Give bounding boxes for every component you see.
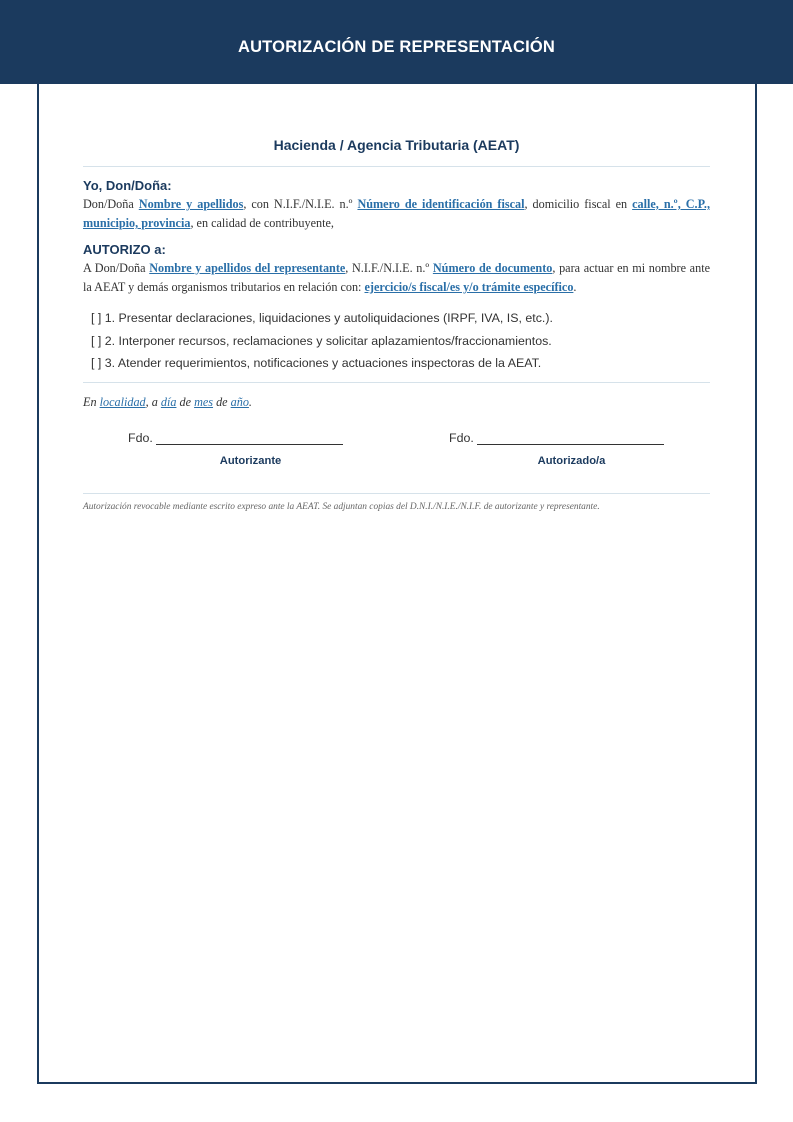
representative-text-2: , N.I.F./N.I.E. n.º [345, 261, 433, 275]
place-field[interactable]: localidad [99, 394, 146, 409]
year-field[interactable]: año [230, 394, 249, 409]
place-date-sep-2: de [176, 394, 195, 409]
place-date-prefix: En [83, 394, 100, 409]
principal-text-3: , domicilio fiscal en [524, 197, 633, 211]
signature-label: Fdo. [128, 430, 153, 445]
authorization-options [83, 307, 710, 375]
representative-text-3: , para actuar en mi nombre ante la AEAT y demás organismos tributarios en relación con: [83, 261, 710, 294]
signature-role-authorizer: Autorizante [219, 454, 282, 467]
place-date-sep-3: de [213, 394, 231, 409]
document-body [83, 128, 710, 514]
place-date-end: . [248, 394, 252, 409]
header-band [0, 0, 793, 84]
signature-block-authorizer [128, 431, 343, 467]
signature-line-authorizer [128, 431, 343, 449]
representative-heading: AUTORIZO a: [83, 242, 166, 257]
representative-doc-field[interactable]: Número de documento [432, 261, 553, 275]
place-date-sep-1: , a [145, 394, 161, 409]
option-item[interactable]: [ ] 1. Presentar declaraciones, liquidaciones y autoliquidaciones (IRPF, IVA, IS, etc.). [91, 311, 553, 325]
divider [83, 493, 710, 494]
principal-paragraph [83, 195, 710, 233]
day-field[interactable]: día [160, 394, 177, 409]
representative-text-1: A Don/Doña [83, 261, 150, 275]
signature-field-representative[interactable] [477, 444, 664, 445]
organization-title: Hacienda / Agencia Tributaria (AEAT) [273, 137, 520, 153]
option-item[interactable]: [ ] 3. Atender requerimientos, notificaciones y actuaciones inspectoras de la AEAT. [91, 356, 542, 370]
divider [83, 382, 710, 383]
signature-block-representative [449, 431, 664, 467]
document-title: AUTORIZACIÓN DE REPRESENTACIÓN [237, 38, 556, 56]
signature-area [83, 431, 710, 493]
signature-line-representative [449, 431, 664, 449]
place-date-line [83, 393, 710, 411]
principal-text-2: , con N.I.F./N.I.E. n.º [243, 197, 358, 211]
representative-paragraph [83, 259, 710, 297]
signature-label: Fdo. [449, 430, 474, 445]
principal-heading: Yo, Don/Doña: [83, 178, 172, 193]
principal-text-4: , en calidad de contribuyente, [190, 216, 334, 230]
divider [83, 166, 710, 167]
principal-nif-field[interactable]: Número de identificación fiscal [357, 197, 525, 211]
principal-name-field[interactable]: Nombre y apellidos [138, 197, 244, 211]
representative-text-4: . [573, 280, 577, 294]
representative-scope-field[interactable]: ejercicio/s fiscal/es y/o trámite específico [364, 280, 574, 294]
principal-text-1: Don/Doña [83, 197, 139, 211]
representative-name-field[interactable]: Nombre y apellidos del representante [149, 261, 346, 275]
principal-address-field[interactable]: calle, n.º, C.P., municipio, provincia [83, 197, 710, 230]
footnote: Autorización revocable mediante escrito expreso ante la AEAT. Se adjuntan copias del D.N.I./N.I.E./N.I.F. de autorizante y representante. [83, 501, 600, 512]
signature-field-authorizer[interactable] [156, 444, 343, 445]
signature-role-representative: Autorizado/a [537, 454, 606, 467]
month-field[interactable]: mes [194, 394, 214, 409]
option-item[interactable]: [ ] 2. Interponer recursos, reclamaciones y solicitar aplazamientos/fraccionamientos. [91, 333, 552, 348]
